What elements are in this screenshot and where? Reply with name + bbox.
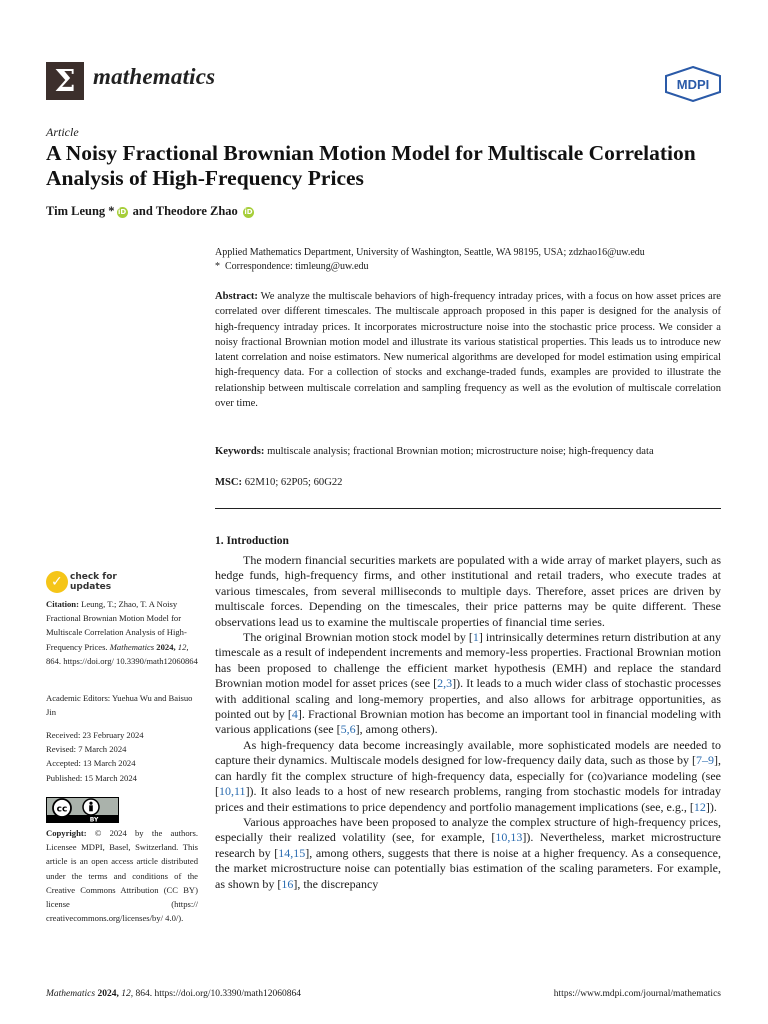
author-1[interactable]: Tim Leung [46,204,106,218]
keywords [215,444,721,459]
msc-label: MSC: [215,477,243,488]
svg-text:BY: BY [89,816,99,823]
abstract [215,289,721,411]
cc-by-license-icon[interactable] [46,797,119,823]
citation-journal: Mathematics [109,641,155,652]
journal-logo: Σ [46,62,84,100]
svg-text:cc: cc [56,804,68,815]
citation-block: Citation: Leung, T.; Zhao, T. A Noisy Fractional Brownian Motion Model for Multiscale Correlation Analysis of High-Frequency Prices. Mathematics 2024, 12, 864. https://doi.org/ 10.3390/math12060864 [46,599,198,666]
dates [46,728,198,785]
copyright-block [46,826,198,925]
citation-link[interactable]: 1 [472,630,479,645]
author-2[interactable]: Theodore Zhao [155,204,238,218]
correspondence [215,260,645,274]
abstract-text: We analyze the multiscale behaviors of high-frequency intraday prices, with a focus on how asset prices are correlated over different timescales. The multiscale approach proposed in this paper is designed for the analysis of high-frequency intraday prices. It incorporates microstructure noise into the stochastic price process. We consider a noisy fractional Brownian motion model and illustrate its various statistical properties. This leads us to introduce new latent correlation and noise estimators. New numerical algorithms are developed for model estimation using empirical high-frequency data. For a collection of stocks and exchange-traded funds, examples are provided to illustrate the relationship between multiscale correlation and sampling frequency as well as the evolution of multiscale correlation over time. [215,291,721,410]
paragraph: As high-frequency data become increasingly available, more sophisticated models are needed to capture their dynamics. Multiscale models designed for low-frequency daily data, such as those by [7–9], can hardly fit the complex structure of high-frequency data, especially for (co)variance modeling (see [10,11]). It also leads to a host of new research problems, ranging from stochastic models for intraday prices and their estimations to price dependency and portfolio management implications (see, e.g., [12]). [215,737,721,814]
citation-link[interactable]: 2,3 [437,676,453,691]
copyright-text: © 2024 by the authors. Licensee MDPI, Basel, Switzerland. This article is an open access article distributed under the terms and conditions of the Creative Commons Attribution (CC BY) license (https:// creativecommons.org/licenses/by/ 4.0/). [46,828,198,924]
paragraph: The original Brownian motion stock model by [1] intrinsically determines return distribution at any timescale as a result of independent increments and memory-less properties. Fractional Brownian motion has been proposed to challenge the efficient market hypothesis (EMH) and replace the standard Brownian motion model for asset prices (see [2,3]). It leads to a much wider class of stochastic processes with additional scaling and long-memory properties, and also allows for arbitrage opportunities, as pointed out by [4]. Fractional Brownian motion has become an important tool in financial modeling with various applications (see [5,6], among others). [215,630,721,737]
check-for-updates-badge[interactable] [46,571,166,597]
accepted-date: Accepted: 13 March 2024 [46,758,136,769]
citation-link[interactable]: 10,11 [219,784,246,799]
msc-text: 62M10; 62P05; 60G22 [244,477,343,488]
divider [215,508,721,509]
msc-codes [215,475,721,490]
body-text [215,553,721,892]
citation-link[interactable]: 4 [291,707,298,722]
citation-link[interactable]: 5,6 [340,722,356,737]
orcid-icon[interactable]: iD [117,208,127,216]
copyright-label: Copyright: [46,828,87,838]
published-date: Published: 15 March 2024 [46,772,137,783]
author-1-mark: * [108,204,115,218]
citation-link[interactable]: 12 [693,799,706,814]
revised-date: Revised: 7 March 2024 [46,744,127,755]
correspondence-text[interactable]: Correspondence: timleung@uw.edu [225,261,369,272]
affiliations [215,246,645,274]
keywords-label: Keywords: [215,446,265,457]
footer-citation: Mathematics 2024, 12, 864. https://doi.org/10.3390/math12060864 [46,989,302,999]
section-heading: 1. Introduction [215,535,289,547]
footer-journal-url[interactable]: https://www.mdpi.com/journal/mathematics [553,989,721,999]
received-date: Received: 23 February 2024 [46,730,144,740]
and-word: and [132,204,153,218]
affiliation: Applied Mathematics Department, University of Washington, Seattle, WA 98195, USA; zdzhao16@uw.edu [215,247,645,258]
citation-link[interactable]: 7–9 [696,753,714,768]
authors [46,204,256,219]
abstract-label: Abstract: [215,291,258,302]
citation-link[interactable]: 16 [281,876,294,891]
citation-link[interactable]: 10,13 [495,830,523,845]
footer-doi-link[interactable]: 864. https://doi.org/10.3390/math12060864 [135,989,302,999]
footer-journal: Mathematics [46,989,96,999]
journal-name: mathematics [93,64,216,89]
citation-link[interactable]: 14,15 [278,845,306,860]
mdpi-text: MDPI [676,77,710,92]
orcid-icon[interactable]: iD [244,208,253,216]
correspondence-mark: * [215,261,220,272]
academic-editors: Academic Editors: Yuehua Wu and Baisuo Jin [46,693,193,718]
citation-doi[interactable]: 864. https://doi.org/ 10.3390/math12060864 [46,655,198,666]
article-type: Article [46,125,79,139]
citation-label: Citation: [46,599,79,609]
check-text: check for updates [70,572,117,592]
paragraph: The modern financial securities markets are populated with a wide array of market players, such as hedge funds, high-frequency firms, and other institutional and retail traders, who execute trades at various timescales, from several milliseconds to multiple days. Therefore, asset prices are driven by multiscale forces. Depending on the timescales, their price patterns may be quite different. These observations lead us to examine the multiscale properties of financial time series. [215,553,721,629]
paragraph: Various approaches have been proposed to analyze the complex structure of high-frequency prices, especially their realized volatility (see, for example, [10,13]). Nevertheless, market microstructure research by [14,15], among others, suggests that there is noise at a higher frequency. As a consequence, the market microstructure noise can potentially bias estimation of the scaling parameters. For example, as shown by [16], the discrepancy [215,814,722,891]
check-icon: ✓ [46,571,68,593]
keywords-text: multiscale analysis; fractional Brownian motion; microstructure noise; high-frequency data [267,446,654,457]
article-title: A Noisy Fractional Brownian Motion Model for Multiscale Correlation Analysis of High-Frequency Prices [46,141,696,190]
mdpi-logo[interactable] [664,66,722,102]
